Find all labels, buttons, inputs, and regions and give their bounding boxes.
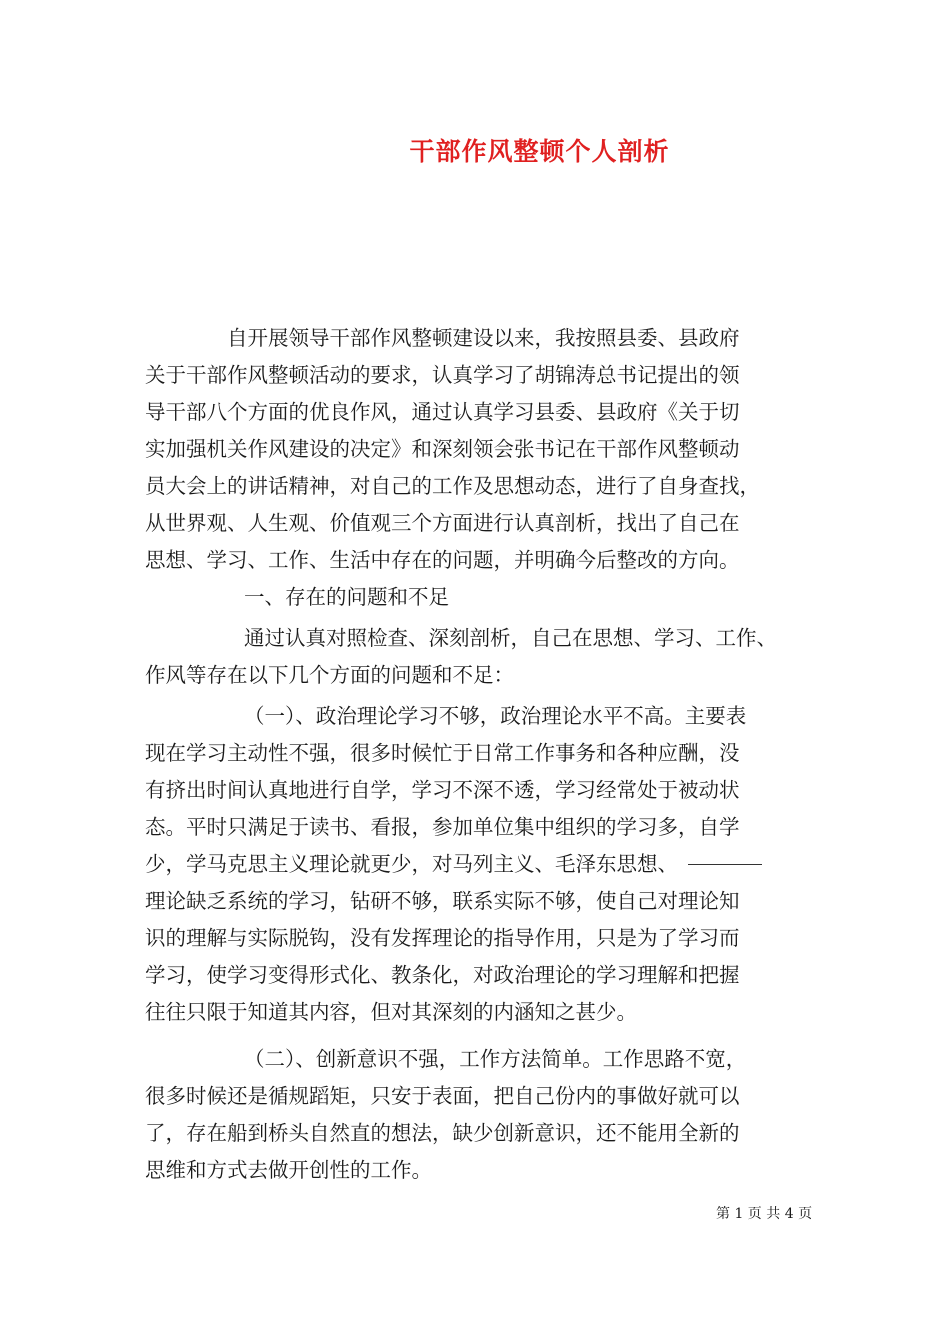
document-body [145,320,815,1189]
text-line: 自开展领导干部作风整顿建设以来，我按照县委、县政府 [227,326,740,350]
text-line: 思维和方式去做开创性的工作。 [145,1158,432,1182]
text-line: 从世界观、人生观、价值观三个方面进行认真剖析，找出了自己在 [145,511,740,535]
blank-underline [688,864,762,865]
text-line: （二）、创新意识不强，工作方法简单。工作思路不宽， [244,1047,747,1071]
intro-paragraph [145,320,815,579]
text-line: （一）、政治理论学习不够，政治理论水平不高。主要表 [244,704,747,728]
text-line: 有挤出时间认真地进行自学，学习不深不透，学习经常处于被动状 [145,778,740,802]
page-number: 第 1 页 共 4 页 [716,1206,813,1222]
text-line: 很多时候还是循规蹈矩，只安于表面，把自己份内的事做好就可以 [145,1084,740,1108]
text-line: 通过认真对照检查、深刻剖析，自己在思想、学习、工作、 [244,626,777,650]
section-intro-paragraph [145,620,815,694]
text-segment: 少，学马克思主义理论就更少，对马列主义、毛泽东思想、 [145,852,678,876]
text-line: 实加强机关作风建设的决定》和深刻领会张书记在干部作风整顿动 [145,437,740,461]
item-one-paragraph [145,698,815,1031]
text-line: 关于干部作风整顿活动的要求，认真学习了胡锦涛总书记提出的领 [145,363,740,387]
text-line: 了，存在船到桥头自然直的想法，缺少创新意识，还不能用全新的 [145,1121,740,1145]
section-heading: 一、存在的问题和不足 [244,585,449,609]
document-title: 干部作风整顿个人剖析 [409,137,670,166]
text-line: 态。平时只满足于读书、看报，参加单位集中组织的学习多，自学 [145,815,740,839]
text-line: 思想、学习、工作、生活中存在的问题，并明确今后整改的方向。 [145,548,740,572]
text-line: 理论缺乏系统的学习，钻研不够，联系实际不够，使自己对理论知 [145,889,740,913]
text-line: 学习，使学习变得形式化、教条化，对政治理论的学习理解和把握 [145,963,740,987]
text-line: 识的理解与实际脱钩，没有发挥理论的指导作用，只是为了学习而 [145,926,740,950]
text-line: 现在学习主动性不强，很多时候忙于日常工作事务和各种应酬，没 [145,741,740,765]
text-line: 往往只限于知道其内容，但对其深刻的内涵知之甚少。 [145,1000,637,1024]
text-line: 作风等存在以下几个方面的问题和不足： [145,663,514,687]
text-line-with-blank [145,846,815,883]
text-line: 导干部八个方面的优良作风，通过认真学习县委、县政府《关于切 [145,400,740,424]
text-line: 员大会上的讲话精神，对自己的工作及思想动态，进行了自身查找， [145,474,760,498]
item-two-paragraph [145,1041,815,1189]
